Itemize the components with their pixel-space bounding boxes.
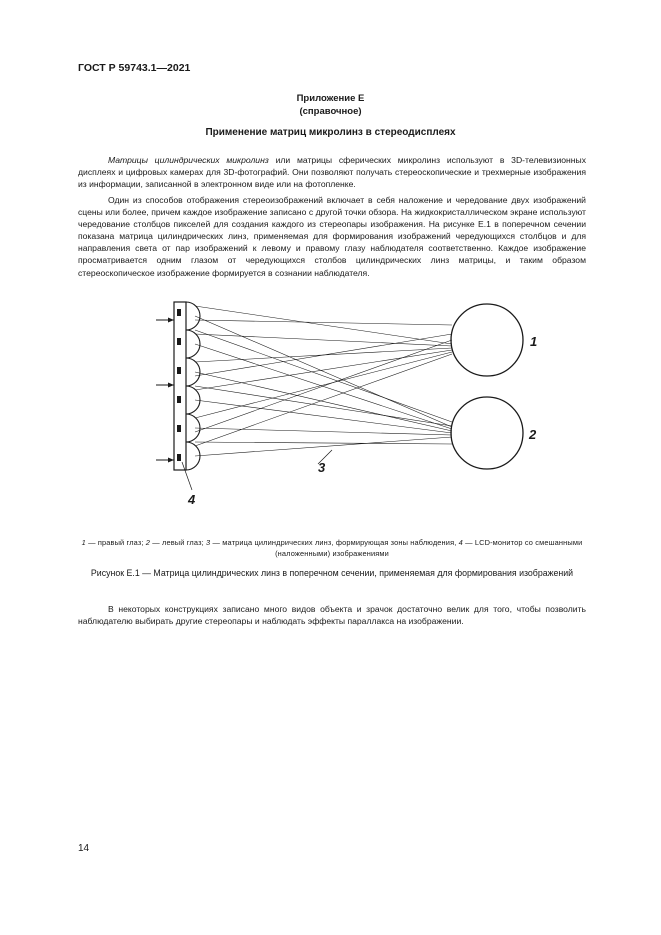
- arrow-icons: [156, 320, 174, 460]
- paragraph-3-text: В некоторых конструкциях записано много видов объекта и зрачок достаточно велик для того, чтобы позволить наблюдателю выбирать другие стереопары и наблюдать эффекты параллакса на изображении.: [78, 604, 586, 627]
- section-title: Применение матриц микролинз в стереодисплеях: [205, 127, 456, 138]
- lens-array-diagram: [140, 292, 560, 517]
- paragraph-1: [78, 154, 586, 190]
- paragraph-3: [78, 603, 586, 627]
- legend-text-2: — левый глаз;: [150, 538, 207, 547]
- left-eye: [451, 397, 523, 469]
- legend-num-1: 1: [81, 538, 86, 547]
- figure-legend: [78, 538, 586, 559]
- figure-title: Рисунок Е.1 — Матрица цилиндрических линз в поперечном сечении, применяемая для формирования изображений: [90, 568, 574, 578]
- legend-num-4: 4: [458, 538, 463, 547]
- document-number: ГОСТ Р 59743.1—2021: [78, 62, 191, 74]
- legend-num-2: 2: [145, 538, 151, 547]
- label-left-eye: 2: [529, 427, 537, 442]
- legend-text-1: — правый глаз;: [85, 538, 146, 547]
- label-right-eye: 1: [530, 334, 538, 349]
- paragraph-2-text: Один из способов отображения стереоизображений включает в себя наложение и чередование двух изображений сцены или более, причем каждое изображение записано с другой точки обзора. На жидкокристаллическом экране используют чередование столбцов пикселей для создания каждого из стереопары изображения. На рисунке Е.1 в поперечном сечении показана матрица цилиндрических линз, применяемая для формирования изображений чередующихся столбцов и для направления света от пар изображений к левому и правому глазу наблюдателя соответственно. Каждое изображение просматривается одним глазом от чередующихся столбов цилиндрических линз матрицы, и таким образом стереоскопическое изображение формируется в сознании наблюдателя.: [78, 195, 586, 278]
- paragraph-1-text: или матрицы сферических микролинз используют в 3D-телевизионных дисплеях и цифровых камерах для 3D-фотографий. Они позволяют получать стереоскопические и трехмерные изображения из информации, записанной в электронном виде или на фотопленке.: [78, 155, 586, 190]
- right-eye: [451, 304, 523, 376]
- annex-subtitle: (справочное): [299, 106, 362, 117]
- legend-text-4: — LCD-монитор со смешанными (наложенными) изображениями: [275, 538, 583, 558]
- paragraph-2: [78, 194, 586, 279]
- pixel-columns: [177, 309, 181, 461]
- legend-text-3: — матрица цилиндрических линз, формирующая зоны наблюдения,: [210, 538, 459, 547]
- paragraph-1-term: Матрицы цилиндрических микролинз: [108, 155, 269, 165]
- label-lens-array: 3: [318, 460, 326, 475]
- annex-heading: [0, 92, 661, 118]
- label-lcd: 4: [188, 492, 196, 507]
- lcd-panel: [174, 302, 186, 470]
- page-number: 14: [78, 843, 90, 854]
- legend-num-3: 3: [206, 538, 211, 547]
- annex-title: Приложение Е: [296, 93, 365, 104]
